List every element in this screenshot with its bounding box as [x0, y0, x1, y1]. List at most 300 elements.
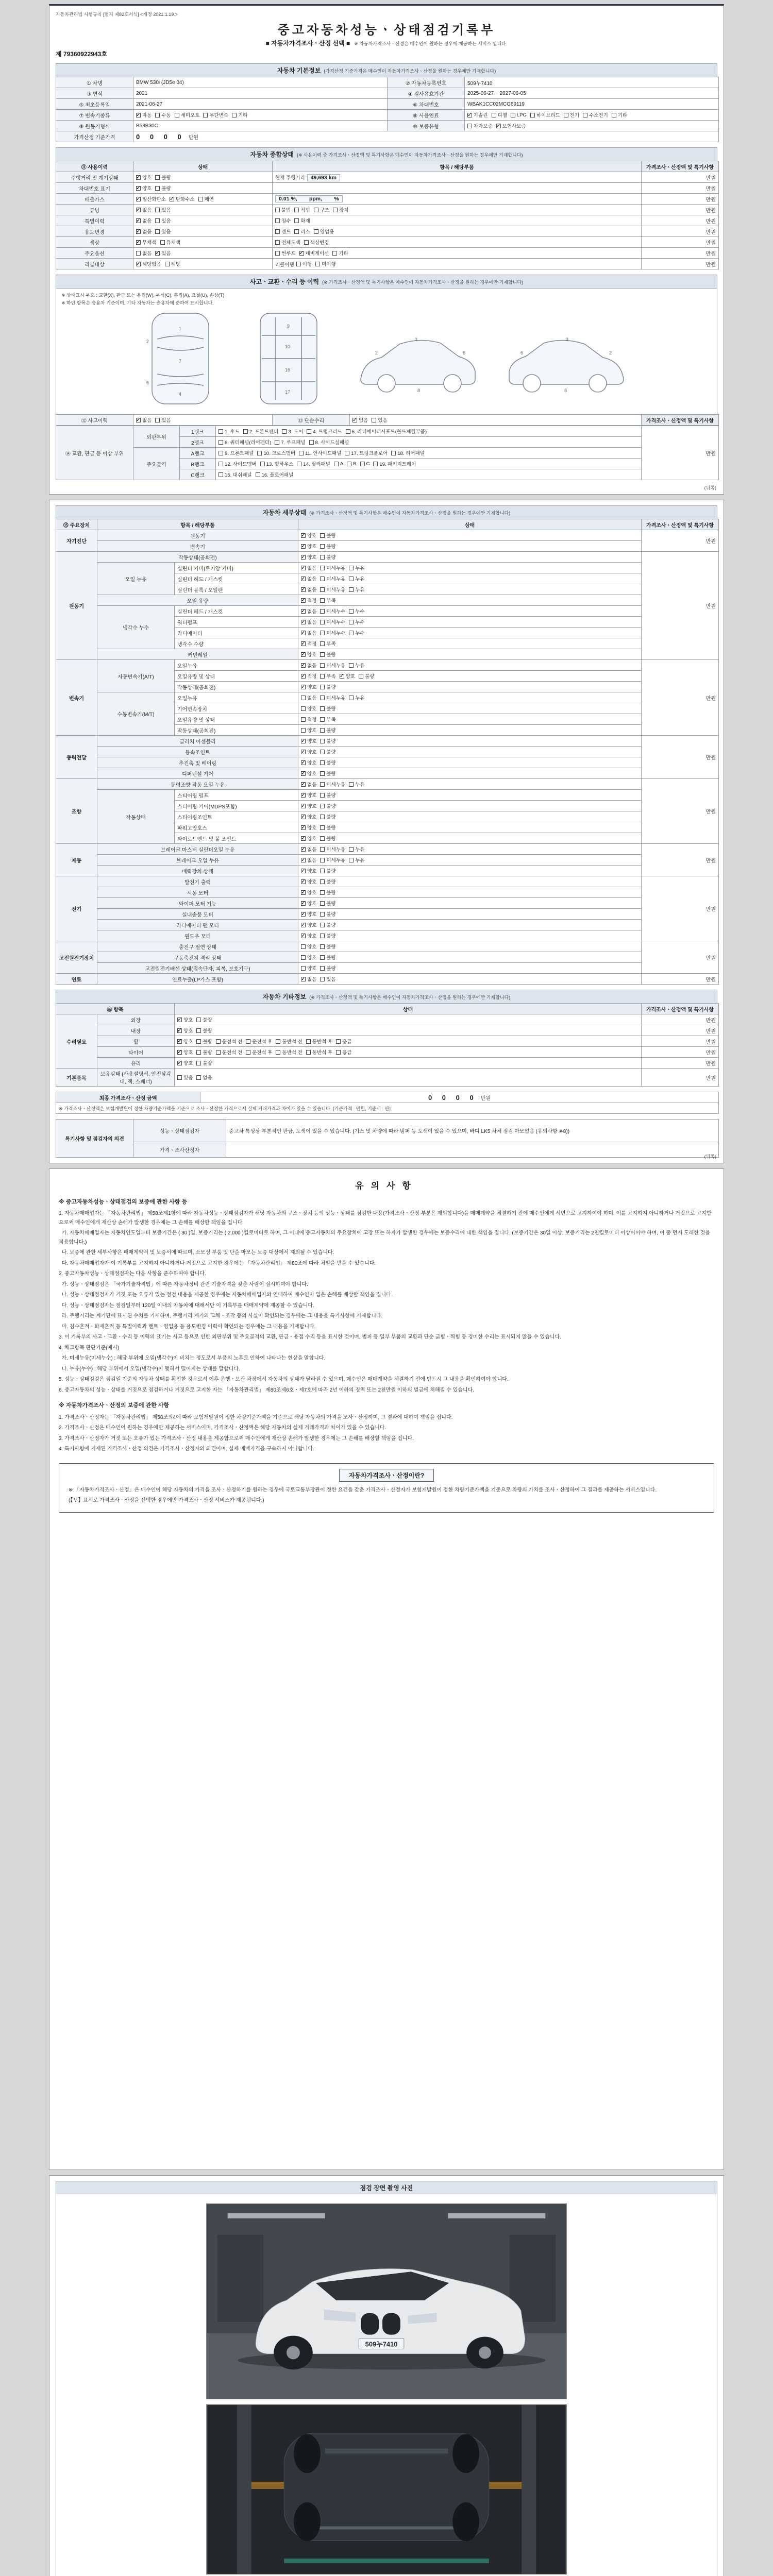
checkbox-불량[interactable]	[359, 672, 374, 680]
checkbox-box-icon	[301, 706, 306, 711]
checkbox-디젤[interactable]	[492, 111, 507, 118]
checkbox-A[interactable]	[334, 461, 343, 467]
checkbox-누유[interactable]	[349, 575, 364, 582]
checkbox-없음[interactable]	[136, 228, 152, 235]
checkbox-미세누수[interactable]	[320, 618, 345, 625]
price-cell: 만원	[642, 1058, 719, 1069]
checkbox-불량[interactable]	[320, 835, 335, 842]
checkbox-유채색[interactable]	[160, 239, 181, 246]
checkbox-양호[interactable]	[177, 1048, 193, 1056]
checkbox-box-icon	[334, 462, 339, 466]
checkbox-box-icon	[320, 890, 325, 895]
checkbox-양호[interactable]	[136, 184, 152, 192]
checkbox-화재[interactable]	[294, 217, 310, 224]
checkbox-16. 플로어패널[interactable]	[256, 471, 294, 478]
checkbox-불량[interactable]	[196, 1016, 212, 1023]
checkbox-18. 리어패널[interactable]	[391, 449, 425, 456]
checkbox-label: 불량	[326, 555, 336, 561]
checkbox-불량[interactable]	[320, 964, 335, 972]
price-cell: 만원	[642, 779, 719, 844]
checkbox-운전석 전[interactable]	[216, 1038, 242, 1045]
checkbox-C[interactable]	[360, 461, 370, 467]
checkbox-box-icon	[243, 429, 248, 434]
checkbox-양호[interactable]	[301, 543, 316, 550]
checkbox-매연[interactable]	[198, 195, 214, 202]
checkbox-불량[interactable]	[320, 683, 335, 690]
checkbox-없음[interactable]	[301, 629, 316, 636]
checkbox-있음[interactable]	[155, 217, 171, 224]
checkbox-부족[interactable]	[320, 597, 335, 604]
checkbox-누유[interactable]	[349, 662, 364, 669]
checkbox-적정[interactable]	[301, 597, 316, 604]
checkbox-label: 없음	[307, 620, 317, 625]
checkbox-적정[interactable]	[301, 672, 316, 680]
checkbox-불량[interactable]	[320, 824, 335, 831]
checkbox-양호[interactable]	[177, 1059, 193, 1066]
row-label: 주요옵션	[56, 248, 133, 259]
notice-line: 나. 성능ㆍ상태점검자가 거짓 또는 오류가 있는 점검 내용을 제공한 경우에는 자동차매매업자와 연대하여 매수인이 입은 손해를 배상할 책임을 집니다.	[59, 1292, 393, 1298]
notice-line: 다. 자동차매매업자가 이 기록부를 고지하지 아니하거나 거짓으로 고지한 경우에는 「자동차관리법」 제80조에 따라 처벌을 받을 수 있습니다.	[59, 1260, 376, 1266]
checkbox-label: 미세누유	[326, 587, 346, 593]
checkbox-box-icon	[467, 113, 472, 117]
checkbox-전체도색[interactable]	[275, 239, 300, 246]
checkbox-누수[interactable]	[349, 607, 364, 615]
notice-line: 나. 보증에 관한 세부사항은 매매계약서 및 보증서에 따르며, 소모성 부품 및 단순 마모는 보증 대상에서 제외될 수 있습니다.	[59, 1250, 334, 1256]
checkbox-미세누유[interactable]	[320, 564, 345, 571]
checkbox-9. 프론트패널[interactable]	[219, 449, 254, 456]
checkbox-양호[interactable]	[301, 759, 316, 766]
checkbox-box-icon	[276, 1039, 280, 1044]
checkbox-양호[interactable]	[301, 900, 316, 907]
checkbox-없음[interactable]	[196, 1074, 212, 1081]
checkbox-전기[interactable]	[564, 111, 579, 118]
checkbox-불량[interactable]	[320, 900, 335, 907]
checkbox-불량[interactable]	[320, 759, 335, 766]
checkbox-리스[interactable]	[294, 228, 310, 235]
checkbox-불량[interactable]	[320, 726, 335, 734]
checkbox-양호[interactable]	[301, 943, 316, 950]
field-label: ⑩ 보증유형	[388, 121, 465, 131]
checkbox-box-icon	[136, 175, 141, 180]
checkbox-불량[interactable]	[196, 1027, 212, 1034]
checkbox-적정[interactable]	[301, 640, 316, 647]
checkbox-13. 휠하우스[interactable]	[260, 460, 294, 467]
checkbox-미세누유[interactable]	[320, 781, 345, 788]
checkbox-2. 프론트펜더[interactable]	[243, 428, 278, 435]
checkbox-label: 양호	[183, 1050, 193, 1056]
checkbox-없음[interactable]	[301, 662, 316, 669]
checkbox-미세누유[interactable]	[320, 856, 345, 863]
checkbox-양호[interactable]	[301, 791, 316, 799]
checkbox-자동[interactable]	[136, 111, 152, 118]
checkbox-양호[interactable]	[301, 770, 316, 777]
state-checks	[298, 628, 642, 638]
detail-cell	[273, 259, 642, 269]
checkbox-box-icon	[301, 923, 306, 927]
state-checks	[133, 172, 273, 183]
checkbox-누유[interactable]	[349, 586, 364, 593]
checkbox-구조[interactable]	[314, 206, 329, 213]
state-checks	[298, 757, 642, 768]
checkbox-있음[interactable]	[155, 249, 171, 257]
checkbox-없음[interactable]	[301, 781, 316, 788]
checkbox-양호[interactable]	[301, 835, 316, 842]
checkbox-label: 누유	[355, 847, 365, 853]
checkbox-box-icon	[203, 113, 208, 117]
form-reference: 자동차관리법 시행규칙 [별지 제82호서식] <개정 2021.1.19.>	[56, 12, 178, 17]
checkbox-3. 도어[interactable]	[282, 428, 303, 435]
checkbox-box-icon	[301, 728, 306, 733]
checkbox-box-icon	[301, 879, 306, 884]
checkbox-양호[interactable]	[301, 651, 316, 658]
checkbox-동반석 전[interactable]	[276, 1038, 302, 1045]
checkbox-불량[interactable]	[320, 813, 335, 820]
checkbox-LPG[interactable]	[511, 112, 527, 118]
checkbox-렌트[interactable]	[275, 228, 291, 235]
checkbox-누유[interactable]	[349, 856, 364, 863]
checkbox-있음[interactable]	[155, 416, 171, 423]
checkbox-없음[interactable]	[301, 694, 316, 701]
checkbox-불량[interactable]	[320, 770, 335, 777]
checkbox-미세누유[interactable]	[320, 575, 345, 582]
checkbox-box-icon	[345, 451, 349, 455]
checkbox-누수[interactable]	[349, 618, 364, 625]
checkbox-미세누유[interactable]	[320, 662, 345, 669]
checkbox-불량[interactable]	[320, 943, 335, 950]
checkbox-box-icon	[314, 208, 318, 212]
detail-row	[56, 595, 719, 606]
checkbox-10. 크로스멤버[interactable]	[257, 449, 295, 456]
checkbox-이행[interactable]	[296, 260, 312, 267]
base-price-value	[133, 131, 719, 142]
checkbox-동반석 후[interactable]	[306, 1048, 332, 1056]
checkbox-양호[interactable]	[301, 737, 316, 744]
checkbox-적법[interactable]	[294, 206, 310, 213]
checkbox-미세누수[interactable]	[320, 607, 345, 615]
checkbox-운전석 후[interactable]	[246, 1038, 272, 1045]
checkbox-운전석 후[interactable]	[246, 1048, 272, 1056]
checkbox-11. 인사이드패널[interactable]	[299, 449, 341, 456]
col-device: ⑮ 주요장치	[56, 519, 97, 530]
checkbox-썬루프[interactable]	[275, 249, 296, 257]
appraiser-opinion-text	[226, 1142, 719, 1158]
checkbox-수동[interactable]	[155, 111, 171, 118]
checkbox-없음[interactable]	[352, 416, 368, 423]
checkbox-box-icon	[136, 197, 141, 201]
subtitle-note: ※ 자동차가격조사ㆍ산정은 매수인이 원하는 경우에 제공하는 서비스 입니다.	[354, 41, 508, 46]
checkbox-동반석 후[interactable]	[306, 1038, 332, 1045]
checkbox-세미오토[interactable]	[175, 111, 200, 118]
checkbox-양호[interactable]	[177, 1027, 193, 1034]
checkbox-box-icon	[196, 1018, 201, 1022]
checkbox-미세누유[interactable]	[320, 845, 345, 853]
checkbox-label: 양호	[307, 544, 317, 550]
checkbox-box-icon	[301, 750, 306, 754]
checkbox-box-icon	[301, 890, 306, 895]
field-label: ④ 검사유효기간	[388, 88, 465, 99]
checkbox-색상변경[interactable]	[304, 239, 329, 246]
checkbox-8. 사이드실패널[interactable]	[309, 438, 349, 446]
checkbox-15. 대쉬패널[interactable]	[219, 471, 252, 478]
checkbox-box-icon	[196, 1061, 201, 1065]
sub-item-cell: 작동상태(공회전)	[175, 725, 298, 736]
final-price-value	[200, 1092, 719, 1103]
checkbox-일산화탄소[interactable]	[136, 195, 166, 202]
checkbox-없음[interactable]	[136, 206, 152, 213]
checkbox-7. 루프패널[interactable]	[275, 438, 305, 446]
checkbox-없음[interactable]	[301, 586, 316, 593]
field-label: ① 차명	[56, 77, 133, 88]
checkbox-하이브리드[interactable]	[530, 111, 560, 118]
checkbox-불량[interactable]	[320, 543, 335, 550]
misc-row	[56, 1025, 719, 1036]
checkbox-양호[interactable]	[301, 532, 316, 539]
svg-text:3: 3	[415, 337, 418, 342]
checkbox-있음[interactable]	[320, 975, 335, 982]
checkbox-불량[interactable]	[320, 910, 335, 918]
checkbox-label: 양호	[307, 771, 317, 777]
checkbox-box-icon	[219, 472, 223, 477]
checkbox-불량[interactable]	[320, 553, 335, 561]
checkbox-미이행[interactable]	[315, 260, 336, 267]
document	[49, 0, 724, 2576]
checkbox-없음[interactable]	[136, 217, 152, 224]
notice-line: 나. 누유(누수) : 해당 부위에서 오일(냉각수)이 맺혀서 떨어지는 상태를 말합니다.	[59, 1366, 240, 1372]
checkbox-양호[interactable]	[177, 1016, 193, 1023]
checkbox-양호[interactable]	[340, 672, 355, 680]
state-checks	[298, 974, 642, 985]
checkbox-누유[interactable]	[349, 781, 364, 788]
checkbox-불량[interactable]	[320, 932, 335, 939]
basic-row	[56, 110, 719, 121]
price-cell: 만원	[642, 974, 719, 985]
checkbox-불량[interactable]	[320, 737, 335, 744]
checkbox-양호[interactable]	[301, 802, 316, 809]
first-registration-value: 2021-06-27	[133, 99, 388, 110]
checkbox-영업용[interactable]	[314, 228, 334, 235]
checkbox-없음[interactable]	[301, 845, 316, 853]
checkbox-없음[interactable]	[301, 975, 316, 982]
checkbox-불량[interactable]	[196, 1048, 212, 1056]
detail-row	[56, 779, 719, 790]
checkbox-label: 불량	[326, 685, 336, 690]
checkbox-불법[interactable]	[275, 206, 291, 213]
checkbox-있음[interactable]	[177, 1074, 193, 1081]
checkbox-부족[interactable]	[320, 672, 335, 680]
checkbox-label: 누유	[355, 577, 365, 582]
checkbox-4. 트렁크리드[interactable]	[307, 428, 342, 435]
checkbox-없음[interactable]	[136, 416, 152, 423]
checkbox-자가보증[interactable]	[467, 122, 493, 129]
section-detail-condition	[56, 505, 717, 519]
checkbox-양호[interactable]	[301, 813, 316, 820]
notice-line: 2. 중고자동차성능ㆍ상태점검자는 다음 사항을 준수하여야 합니다.	[59, 1271, 206, 1277]
checkbox-미세누유[interactable]	[320, 694, 345, 701]
checkbox-양호[interactable]	[301, 921, 316, 928]
item-cell: 휠	[97, 1036, 175, 1047]
checkbox-box-icon	[320, 533, 325, 538]
checkbox-양호[interactable]	[301, 726, 316, 734]
checkbox-box-icon	[299, 251, 304, 256]
price-appraisal-box-lines	[65, 1486, 708, 1505]
checkbox-box-icon	[320, 923, 325, 927]
checkbox-양호[interactable]	[301, 889, 316, 896]
checkbox-12. 사이드멤버[interactable]	[219, 460, 257, 467]
checkbox-양호[interactable]	[301, 705, 316, 712]
checkbox-box-icon	[301, 793, 306, 798]
checkbox-가솔린[interactable]	[467, 111, 488, 118]
plate-number-value: 509누7410	[465, 77, 719, 88]
state-checks	[298, 617, 642, 628]
checkbox-없음[interactable]	[301, 618, 316, 625]
checkbox-양호[interactable]	[301, 964, 316, 972]
checkbox-없음[interactable]	[301, 607, 316, 615]
checkbox-불량[interactable]	[320, 748, 335, 755]
checkbox-누유[interactable]	[349, 564, 364, 571]
checkbox-불량[interactable]	[320, 878, 335, 885]
checkbox-5. 라디에이터서포트(볼트체결부품)[interactable]	[346, 428, 427, 435]
checkbox-불량[interactable]	[155, 174, 171, 181]
checkbox-불량[interactable]	[155, 184, 171, 192]
checkbox-응급[interactable]	[336, 1048, 351, 1056]
rank-row	[56, 448, 719, 459]
checkbox-없음[interactable]	[301, 564, 316, 571]
checkbox-없음[interactable]	[301, 856, 316, 863]
col-state: 상태	[298, 519, 642, 530]
checkbox-box-icon	[349, 847, 354, 852]
checkbox-양호[interactable]	[177, 1038, 193, 1045]
checkbox-box-icon	[196, 1028, 201, 1033]
misc-row	[56, 1014, 719, 1025]
checkbox-label: 불량	[326, 923, 336, 928]
accident-flags-table	[56, 414, 719, 426]
checkbox-불량[interactable]	[320, 705, 335, 712]
checkbox-box-icon	[332, 251, 337, 256]
field-label: ⑦ 변속기종류	[56, 110, 133, 121]
checkbox-불량[interactable]	[196, 1059, 212, 1066]
item-cell: 구동축전지 격리 상태	[97, 952, 298, 963]
checkbox-없음[interactable]	[301, 575, 316, 582]
checkbox-14. 필러패널[interactable]	[297, 460, 330, 467]
checkbox-응급[interactable]	[336, 1038, 351, 1045]
checkbox-누유[interactable]	[349, 845, 364, 853]
extra-checks	[275, 219, 314, 225]
checkbox-부족[interactable]	[320, 640, 335, 647]
checkbox-부족[interactable]	[320, 716, 335, 723]
checkbox-양호[interactable]	[301, 910, 316, 918]
checkbox-기타[interactable]	[612, 111, 627, 118]
state-checks	[177, 1040, 216, 1045]
checkbox-불량[interactable]	[320, 791, 335, 799]
checkbox-미세누수[interactable]	[320, 629, 345, 636]
checkbox-17. 트렁크플로어[interactable]	[345, 449, 388, 456]
checkbox-양호[interactable]	[301, 954, 316, 961]
svg-text:4: 4	[179, 392, 182, 397]
notice-line: 가. 미세누유(미세누수) : 해당 부위에 오일(냉각수)이 비치는 정도로서 부품의 노후로 인하여 나타나는 현상을 말합니다.	[59, 1355, 326, 1362]
checkbox-불량[interactable]	[320, 802, 335, 809]
checkbox-label: 불량	[326, 728, 336, 734]
checkbox-기타[interactable]	[232, 111, 247, 118]
checkbox-6. 쿼터패널(리어펜더)[interactable]	[219, 438, 271, 446]
checkbox-1. 후드[interactable]	[219, 428, 240, 435]
checkbox-box-icon	[301, 815, 306, 819]
checkbox-label: 양호	[307, 934, 317, 939]
checkbox-label: 동반석 전	[282, 1039, 303, 1045]
checkbox-불량[interactable]	[196, 1038, 212, 1045]
simple-repair-checks	[350, 415, 642, 426]
detail-row	[56, 747, 719, 757]
notice-line: 5. 성능ㆍ상태점검은 점검일 기준의 자동차 상태를 확인한 것으로서 이후 운행ㆍ보관 과정에서 자동차의 상태가 달라질 수 있으며, 매수인은 매매계약을 체결하기 전에 반드시 그 내용을 확인하여야 합니다.	[59, 1377, 509, 1383]
checkbox-네비게이션[interactable]	[299, 249, 329, 257]
checkbox-미세누유[interactable]	[320, 586, 345, 593]
checkbox-box-icon	[349, 620, 354, 624]
checkbox-있음[interactable]	[372, 416, 387, 423]
checkbox-기타[interactable]	[332, 249, 348, 257]
checkbox-불량[interactable]	[320, 651, 335, 658]
checkbox-불량[interactable]	[320, 867, 335, 874]
checkbox-양호[interactable]	[136, 174, 152, 181]
checkbox-적정[interactable]	[301, 716, 316, 723]
checkbox-양호[interactable]	[301, 553, 316, 561]
checkbox-box-icon	[155, 175, 160, 180]
checkbox-양호[interactable]	[301, 932, 316, 939]
checkbox-19. 패키지트레이[interactable]	[373, 460, 416, 467]
checkbox-box-icon	[177, 1018, 182, 1022]
checkbox-있음[interactable]	[155, 228, 171, 235]
checkbox-box-icon	[314, 229, 318, 234]
checkbox-장치[interactable]	[333, 206, 348, 213]
checkbox-침수[interactable]	[275, 217, 291, 224]
checkbox-불량[interactable]	[320, 532, 335, 539]
item-cell: 오일 유량	[97, 595, 298, 606]
checkbox-수소전기[interactable]	[583, 111, 608, 118]
checkbox-무채색[interactable]	[136, 239, 157, 246]
checkbox-동반석 전[interactable]	[276, 1048, 302, 1056]
checkbox-B[interactable]	[347, 461, 356, 467]
checkbox-양호[interactable]	[301, 824, 316, 831]
header-row	[56, 1004, 719, 1014]
checkbox-양호[interactable]	[301, 748, 316, 755]
checkbox-box-icon	[301, 620, 306, 624]
checkbox-불량[interactable]	[320, 921, 335, 928]
checkbox-label: 리스	[300, 229, 310, 235]
state-checks	[298, 811, 642, 822]
checkbox-불량[interactable]	[320, 889, 335, 896]
checkbox-해당없음[interactable]	[136, 260, 161, 267]
checkbox-무단변속[interactable]	[203, 111, 228, 118]
checkbox-label: 해당없음	[142, 262, 161, 267]
checkbox-운전석 전[interactable]	[216, 1048, 242, 1056]
checkbox-box-icon	[301, 955, 306, 960]
checkbox-label: 누유	[355, 566, 365, 571]
checkbox-없음[interactable]	[136, 249, 152, 257]
checkbox-양호[interactable]	[301, 683, 316, 690]
checkbox-양호[interactable]	[301, 878, 316, 885]
checkbox-불량[interactable]	[320, 954, 335, 961]
checkbox-양호[interactable]	[301, 867, 316, 874]
checkbox-누유[interactable]	[349, 694, 364, 701]
checkbox-보험사보증[interactable]	[496, 122, 526, 129]
checkbox-탄화수소[interactable]	[170, 195, 195, 202]
diagram-legend-1: ※ 상태표시 부호 : 교환(X), 판금 또는 용접(W), 부식(C), 흠집(A), 요철(U), 손상(T)	[61, 293, 225, 298]
section-title: 자동차 종합상태	[250, 151, 294, 158]
checkbox-box-icon	[257, 451, 262, 455]
checkbox-해당[interactable]	[165, 260, 180, 267]
svg-text:9: 9	[287, 324, 290, 329]
state-checks	[298, 920, 642, 930]
checkbox-있음[interactable]	[155, 206, 171, 213]
checkbox-누수[interactable]	[349, 629, 364, 636]
